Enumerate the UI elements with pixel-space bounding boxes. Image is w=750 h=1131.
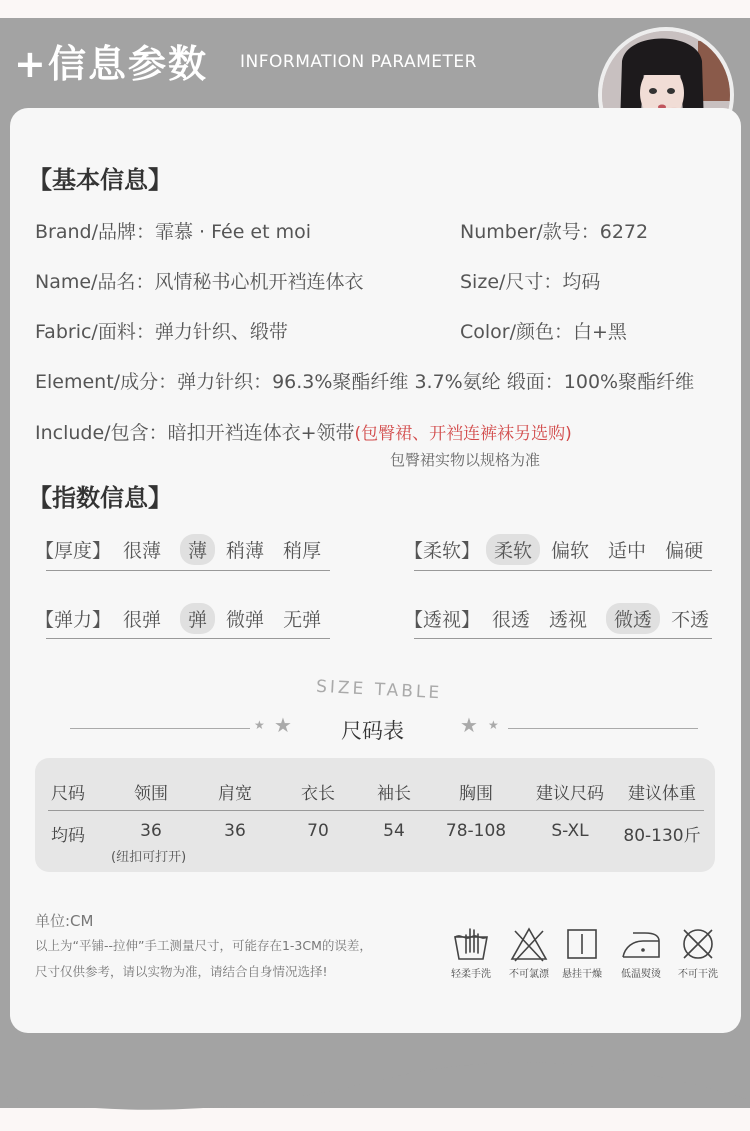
page-title-en: INFORMATION PARAMETER (240, 52, 477, 72)
elasticity-option: 很弹 (123, 609, 162, 631)
table-cell: 80-130斤 (623, 826, 701, 846)
star-icon: ★ (460, 713, 478, 737)
table-header-cell: 领围 (134, 784, 168, 804)
number-text: Number/款号：6272 (460, 221, 649, 243)
transparency-option: 很透 (492, 609, 531, 631)
table-cell: S-XL (551, 821, 589, 841)
softness-option: 偏软 (551, 540, 590, 562)
table-divider (48, 810, 704, 811)
elasticity-option: 无弹 (283, 609, 322, 631)
header-plus: + (14, 42, 46, 86)
element-text: Element/成分：弹力针织：96.3%聚酯纤维 3.7%氨纶 缎面：100%聚酯纤维 (35, 371, 695, 393)
include-note: (包臀裙、开裆连裤袜另选购) (354, 424, 572, 444)
table-header-cell: 衣长 (301, 784, 335, 804)
skirt-note: 包臀裙实物以规格为准 (390, 451, 541, 469)
softness-option-selected: 柔软 (486, 534, 540, 565)
table-header-cell: 袖长 (377, 784, 411, 804)
care-label: 不可氯漂 (509, 969, 549, 980)
softness-row (404, 534, 722, 565)
table-header-cell: 胸围 (459, 784, 493, 804)
no-bleach-icon (509, 925, 549, 963)
elasticity-option-selected: 弹 (180, 603, 215, 634)
star-icon: ★ (274, 713, 292, 737)
deco-line-left (70, 728, 250, 729)
hang-dry-icon (562, 925, 602, 963)
size-text: Size/尺寸：均码 (460, 271, 601, 293)
care-label: 低温熨烫 (621, 969, 661, 980)
thickness-option-selected: 薄 (180, 534, 215, 565)
table-header-cell: 肩宽 (218, 784, 252, 804)
table-cell: 78-108 (445, 821, 507, 841)
care-label: 不可干洗 (678, 969, 718, 980)
hand-wash-icon (451, 925, 491, 963)
care-label: 轻柔手洗 (451, 969, 491, 980)
transparency-underline (414, 638, 712, 639)
include-row (35, 418, 572, 445)
basic-info-title: 【基本信息】 (28, 166, 172, 194)
care-item (440, 925, 502, 980)
table-header-cell: 尺码 (51, 784, 85, 804)
star-icon: ★ (488, 718, 499, 732)
transparency-option-selected: 微透 (606, 603, 660, 634)
softness-option: 适中 (608, 540, 647, 562)
care-label: 悬挂干燥 (562, 969, 602, 980)
size-table-title-en: SIZE TABLE (315, 676, 443, 704)
thickness-row (35, 534, 340, 565)
thickness-option: 很薄 (123, 540, 162, 562)
elasticity-underline (46, 638, 330, 639)
elasticity-row (35, 603, 340, 634)
fabric-text: Fabric/面料：弹力针织、缎带 (35, 321, 288, 343)
softness-label: 【柔软】 (404, 540, 481, 562)
name-text: Name/品名：风情秘书心机开裆连体衣 (35, 271, 364, 293)
bottom-wave (0, 1040, 750, 1131)
size-table-title: 尺码表 (341, 719, 404, 743)
transparency-option: 不透 (671, 609, 710, 631)
thickness-label: 【厚度】 (35, 540, 112, 562)
thickness-option: 稍薄 (226, 540, 265, 562)
table-cell: 均码 (51, 826, 85, 846)
thickness-underline (46, 570, 330, 571)
include-text: Include/包含：暗扣开裆连体衣+领带 (35, 422, 355, 444)
softness-option: 偏硬 (665, 540, 704, 562)
table-header-cell: 建议尺码 (536, 784, 604, 804)
table-cell: 70 (307, 821, 329, 841)
transparency-label: 【透视】 (404, 609, 481, 631)
index-info-title: 【指数信息】 (28, 484, 172, 512)
reference-note: 尺寸仅供参考，请以实物为准，请结合自身情况选择! (35, 964, 328, 979)
star-icon: ★ (254, 718, 265, 732)
collar-note: (纽扣可打开) (111, 850, 187, 865)
measure-note: 以上为“平铺--拉伸”手工测量尺寸，可能存在1-3CM的误差， (35, 938, 372, 953)
transparency-option: 透视 (549, 609, 588, 631)
transparency-row (404, 603, 728, 634)
table-header-cell: 建议体重 (628, 784, 696, 804)
color-text: Color/颜色：白+黑 (460, 321, 627, 343)
care-item (551, 925, 613, 980)
deco-line-right (508, 728, 698, 729)
table-cell: 36 (224, 821, 246, 841)
brand-text: Brand/品牌：霏慕 · Fée et moi (35, 221, 312, 243)
unit-label: 单位:CM (35, 912, 94, 930)
thickness-option: 稍厚 (283, 540, 322, 562)
care-item (610, 925, 672, 980)
softness-underline (414, 570, 712, 571)
table-cell: 54 (383, 821, 405, 841)
elasticity-option: 微弹 (226, 609, 265, 631)
care-item (667, 925, 729, 980)
low-iron-icon (619, 925, 663, 963)
no-dry-clean-icon (678, 925, 718, 963)
table-cell: 36 (140, 821, 162, 841)
page-title: 信息参数 (48, 42, 209, 86)
elasticity-label: 【弹力】 (35, 609, 112, 631)
